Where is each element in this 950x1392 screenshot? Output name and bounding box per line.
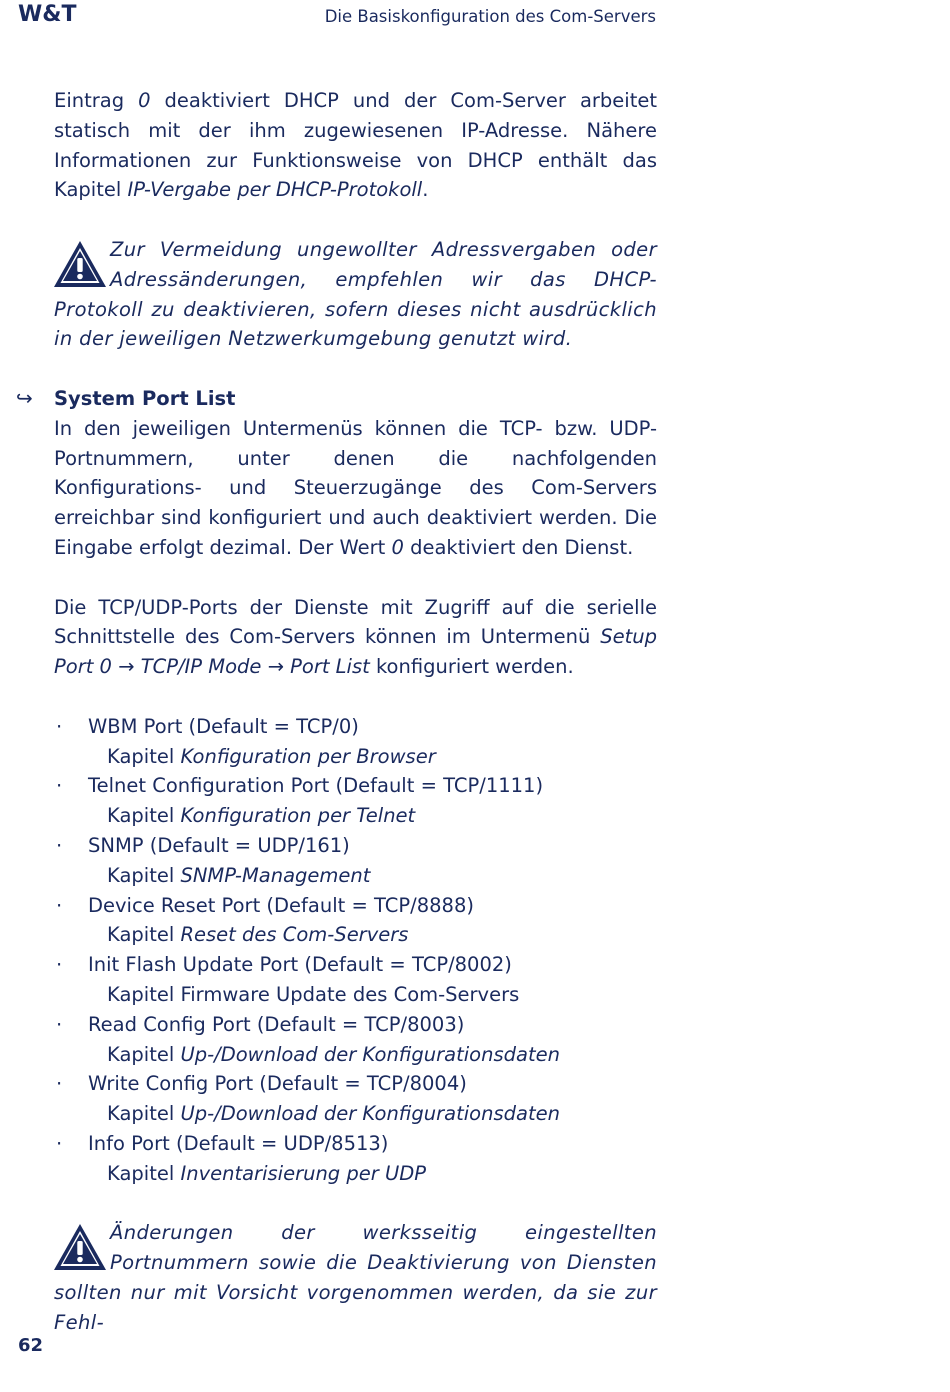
section-heading [16, 384, 657, 414]
running-title: Die Basiskonfiguration des Com-Servers [324, 7, 656, 26]
bullet-icon: · [56, 1072, 63, 1096]
menu-path: Setup Port 0 → TCP/IP Mode → Port List [54, 625, 657, 679]
intro-paragraph: Eintrag 0 deaktiviert DHCP und der Com-Server arbeitet statisch mit der ihm zugewiesenen IP-Adresse. Nähere Informationen zur Funktionsweise von DHCP enthält das Kapitel IP-Vergabe per DHCP-Protokoll. [54, 89, 657, 202]
chapter-reference: IP-Vergabe per DHCP-Protokoll [127, 178, 423, 202]
list-item: · WBM Port (Default = TCP/0) Kapitel Konfiguration per Browser [54, 712, 657, 772]
list-item: · Write Config Port (Default = TCP/8004) Kapitel Up-/Download der Konfigurationsdaten [54, 1069, 657, 1129]
bullet-icon: · [56, 953, 63, 977]
list-item: · Device Reset Port (Default = TCP/8888) Kapitel Reset des Com-Servers [54, 891, 657, 951]
warning-icon [52, 1222, 108, 1272]
bullet-icon: · [56, 893, 63, 917]
page-body [16, 86, 657, 1337]
list-item: · SNMP (Default = UDP/161) Kapitel SNMP-Management [54, 831, 657, 891]
page-number: 62 [18, 1335, 44, 1356]
section-title: System Port List [54, 386, 236, 410]
list-item: · Info Port (Default = UDP/8513) Kapitel Inventarisierung per UDP [54, 1129, 657, 1189]
menu-paragraph: Die TCP/UDP-Ports der Dienste mit Zugriff auf die serielle Schnittstelle des Com-Servers können im Untermenü Setup Port 0 → TCP/IP Mode → Port List konfiguriert werden. [54, 595, 657, 679]
section-paragraph: In den jeweiligen Untermenüs können die TCP- bzw. UDP-Portnummern, unter denen die nachfolgenden Konfigurations- und Steuerzugänge des Com-Servers erreichbar sind konfiguriert und auch deaktiviert werden. Die Eingabe erfolgt dezimal. Der Wert 0 deaktiviert den Dienst. [54, 416, 657, 559]
bullet-icon: · [56, 833, 63, 857]
warning-icon [52, 239, 108, 289]
bullet-icon: · [56, 714, 63, 738]
bullet-icon: · [56, 1131, 63, 1155]
bullet-icon: · [56, 774, 63, 798]
port-list [54, 712, 657, 1189]
bullet-icon: · [56, 1012, 63, 1036]
brand-logo: W&T [18, 2, 77, 27]
list-item: · Read Config Port (Default = TCP/8003) Kapitel Up-/Download der Konfigurationsdaten [54, 1010, 657, 1070]
list-item: · Init Flash Update Port (Default = TCP/8002) Kapitel Firmware Update des Com-Servers [54, 950, 657, 1010]
warning-note-ports: Änderungen der werksseitig eingestellten Portnummern sowie die Deaktivierung von Diensten sollten nur mit Vorsicht vorgenommen werden, da sie zur Fehl- [54, 1221, 657, 1334]
arrow-icon: ↪ [16, 385, 33, 410]
list-item: · Telnet Configuration Port (Default = TCP/1111) Kapitel Konfiguration per Telnet [54, 771, 657, 831]
warning-note: Zur Vermeidung ungewollter Adressvergaben oder Adressänderungen, empfehlen wir das DHCP-Protokoll zu deaktivieren, sofern dieses nicht ausdrücklich in der jeweiligen Netzwerkumgebung genutzt wird. [54, 237, 657, 351]
